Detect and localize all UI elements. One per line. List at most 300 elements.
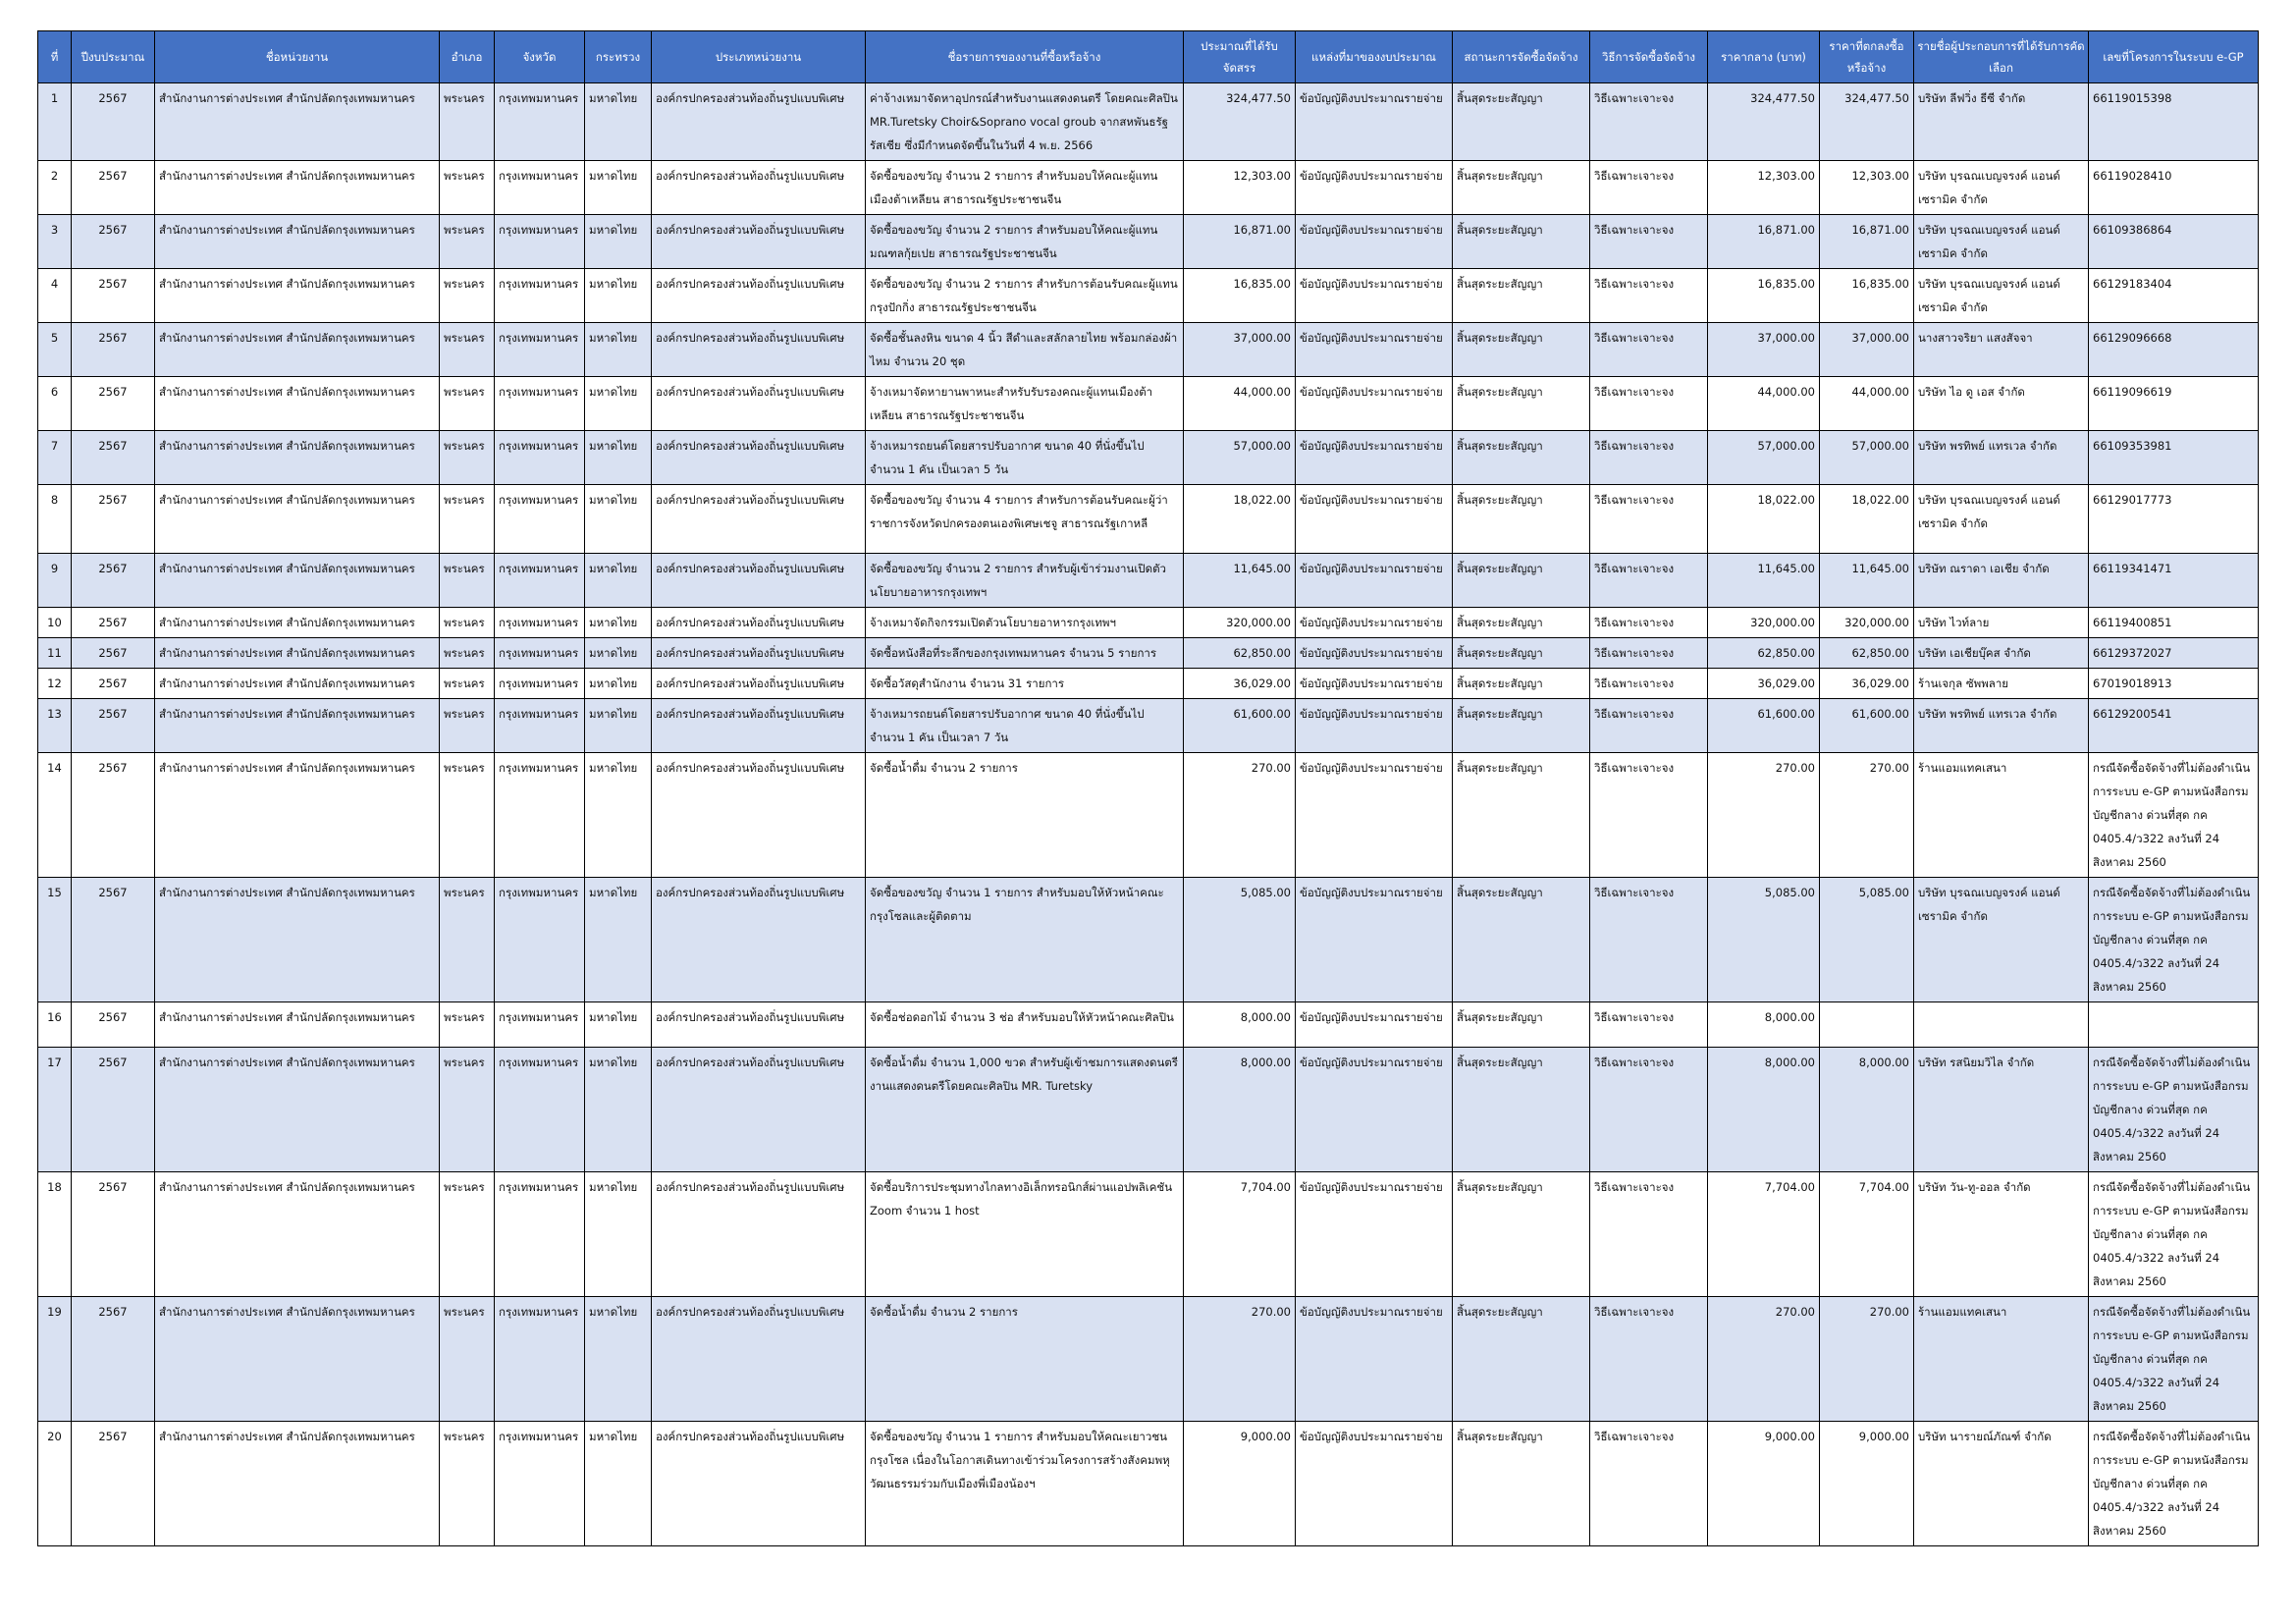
cell-agency-type: องค์กรปกครองส่วนท้องถิ่นรูปแบบพิเศษ: [652, 878, 866, 1002]
cell-district: พระนคร: [440, 1422, 495, 1546]
cell-no: 14: [38, 753, 72, 878]
cell-agreed-price: 62,850.00: [1820, 638, 1914, 669]
cell-method: วิธีเฉพาะเจาะจง: [1590, 638, 1708, 669]
table-row: [38, 638, 2259, 669]
cell-agreed-price: 44,000.00: [1820, 377, 1914, 431]
cell-item: จ้างเหมารถยนต์โดยสารปรับอากาศ ขนาด 40 ที่นั่งขึ้นไป จำนวน 1 คัน เป็นเวลา 5 วัน: [866, 431, 1184, 485]
cell-fiscal-year: 2567: [72, 1002, 155, 1048]
cell-status: สิ้นสุดระยะสัญญา: [1453, 485, 1590, 554]
cell-method: วิธีเฉพาะเจาะจง: [1590, 215, 1708, 269]
cell-status: สิ้นสุดระยะสัญญา: [1453, 669, 1590, 699]
cell-fiscal-year: 2567: [72, 699, 155, 753]
cell-method: วิธีเฉพาะเจาะจง: [1590, 1297, 1708, 1422]
cell-agency-type: องค์กรปกครองส่วนท้องถิ่นรูปแบบพิเศษ: [652, 669, 866, 699]
cell-agreed-price: 37,000.00: [1820, 323, 1914, 377]
cell-district: พระนคร: [440, 878, 495, 1002]
cell-fiscal-year: 2567: [72, 215, 155, 269]
cell-egp-number: กรณีจัดซื้อจัดจ้างที่ไม่ต้องดำเนินการระบบ e-GP ตามหนังสือกรมบัญชีกลาง ด่วนที่สุด กค 0405.4/ว322 ลงวันที่ 24 สิงหาคม 2560: [2089, 753, 2259, 878]
cell-agreed-price: 12,303.00: [1820, 161, 1914, 215]
cell-district: พระนคร: [440, 554, 495, 608]
cell-no: 7: [38, 431, 72, 485]
cell-fiscal-year: 2567: [72, 608, 155, 638]
cell-egp-number: 66119028410: [2089, 161, 2259, 215]
cell-method: วิธีเฉพาะเจาะจง: [1590, 554, 1708, 608]
cell-province: กรุงเทพมหานคร: [495, 161, 585, 215]
cell-agency-type: องค์กรปกครองส่วนท้องถิ่นรูปแบบพิเศษ: [652, 485, 866, 554]
cell-province: กรุงเทพมหานคร: [495, 878, 585, 1002]
cell-egp-number: 67019018913: [2089, 669, 2259, 699]
cell-egp-number: 66129372027: [2089, 638, 2259, 669]
cell-ministry: มหาดไทย: [585, 608, 652, 638]
cell-fiscal-year: 2567: [72, 1048, 155, 1172]
table-row: [38, 699, 2259, 753]
cell-province: กรุงเทพมหานคร: [495, 1297, 585, 1422]
cell-agreed-price: 16,871.00: [1820, 215, 1914, 269]
cell-district: พระนคร: [440, 215, 495, 269]
cell-item: จัดซื้อน้ำดื่ม จำนวน 1,000 ขวด สำหรับผู้เข้าชมการแสดงดนตรีงานแสดงดนตรีโดยคณะศิลปิน MR. Turetsky: [866, 1048, 1184, 1172]
table-row: [38, 215, 2259, 269]
cell-no: 13: [38, 699, 72, 753]
cell-budget: 11,645.00: [1184, 554, 1296, 608]
cell-agency-type: องค์กรปกครองส่วนท้องถิ่นรูปแบบพิเศษ: [652, 83, 866, 161]
cell-egp-number: กรณีจัดซื้อจัดจ้างที่ไม่ต้องดำเนินการระบบ e-GP ตามหนังสือกรมบัญชีกลาง ด่วนที่สุด กค 0405.4/ว322 ลงวันที่ 24 สิงหาคม 2560: [2089, 1422, 2259, 1546]
cell-province: กรุงเทพมหานคร: [495, 638, 585, 669]
cell-agreed-price: 57,000.00: [1820, 431, 1914, 485]
cell-agency: สำนักงานการต่างประเทศ สำนักปลัดกรุงเทพมหานคร: [155, 1297, 440, 1422]
cell-ministry: มหาดไทย: [585, 1048, 652, 1172]
cell-agency-type: องค์กรปกครองส่วนท้องถิ่นรูปแบบพิเศษ: [652, 608, 866, 638]
cell-ministry: มหาดไทย: [585, 1422, 652, 1546]
cell-agency: สำนักงานการต่างประเทศ สำนักปลัดกรุงเทพมหานคร: [155, 1002, 440, 1048]
header-district: อำเภอ: [440, 31, 495, 83]
cell-province: กรุงเทพมหานคร: [495, 554, 585, 608]
cell-ministry: มหาดไทย: [585, 485, 652, 554]
cell-item: ค่าจ้างเหมาจัดหาอุปกรณ์สำหรับงานแสดงดนตรี โดยคณะศิลปิน MR.Turetsky Choir&Soprano vocal groub จากสหพันธรัฐรัสเซีย ซึ่งมีกำหนดจัดขึ้นในวันที่ 4 พ.ย. 2566: [866, 83, 1184, 161]
cell-method: วิธีเฉพาะเจาะจง: [1590, 377, 1708, 431]
cell-status: สิ้นสุดระยะสัญญา: [1453, 161, 1590, 215]
cell-district: พระนคร: [440, 669, 495, 699]
cell-no: 3: [38, 215, 72, 269]
cell-budget-source: ข้อบัญญัติงบประมาณรายจ่าย: [1296, 878, 1453, 1002]
cell-item: จ้างเหมารถยนต์โดยสารปรับอากาศ ขนาด 40 ที่นั่งขึ้นไป จำนวน 1 คัน เป็นเวลา 7 วัน: [866, 699, 1184, 753]
header-status: สถานะการจัดซื้อจัดจ้าง: [1453, 31, 1590, 83]
cell-median-price: 18,022.00: [1708, 485, 1820, 554]
cell-status: สิ้นสุดระยะสัญญา: [1453, 753, 1590, 878]
cell-ministry: มหาดไทย: [585, 83, 652, 161]
cell-ministry: มหาดไทย: [585, 1297, 652, 1422]
cell-egp-number: 66119015398: [2089, 83, 2259, 161]
cell-status: สิ้นสุดระยะสัญญา: [1453, 1422, 1590, 1546]
cell-fiscal-year: 2567: [72, 669, 155, 699]
cell-no: 4: [38, 269, 72, 323]
cell-fiscal-year: 2567: [72, 878, 155, 1002]
cell-item: จัดซื้อบริการประชุมทางไกลทางอิเล็กทรอนิกส์ผ่านแอปพลิเคชัน Zoom จำนวน 1 host: [866, 1172, 1184, 1297]
cell-fiscal-year: 2567: [72, 83, 155, 161]
cell-agency: สำนักงานการต่างประเทศ สำนักปลัดกรุงเทพมหานคร: [155, 638, 440, 669]
cell-egp-number: กรณีจัดซื้อจัดจ้างที่ไม่ต้องดำเนินการระบบ e-GP ตามหนังสือกรมบัญชีกลาง ด่วนที่สุด กค 0405.4/ว322 ลงวันที่ 24 สิงหาคม 2560: [2089, 878, 2259, 1002]
header-method: วิธีการจัดซื้อจัดจ้าง: [1590, 31, 1708, 83]
cell-agency: สำนักงานการต่างประเทศ สำนักปลัดกรุงเทพมหานคร: [155, 554, 440, 608]
cell-district: พระนคร: [440, 83, 495, 161]
cell-status: สิ้นสุดระยะสัญญา: [1453, 608, 1590, 638]
cell-budget-source: ข้อบัญญัติงบประมาณรายจ่าย: [1296, 485, 1453, 554]
header-agency-type: ประเภทหน่วยงาน: [652, 31, 866, 83]
cell-status: สิ้นสุดระยะสัญญา: [1453, 215, 1590, 269]
cell-vendor: บริษัท ไวท์ลาย: [1914, 608, 2089, 638]
cell-agency-type: องค์กรปกครองส่วนท้องถิ่นรูปแบบพิเศษ: [652, 554, 866, 608]
cell-method: วิธีเฉพาะเจาะจง: [1590, 1048, 1708, 1172]
cell-district: พระนคร: [440, 377, 495, 431]
cell-agency-type: องค์กรปกครองส่วนท้องถิ่นรูปแบบพิเศษ: [652, 1297, 866, 1422]
cell-median-price: 57,000.00: [1708, 431, 1820, 485]
cell-district: พระนคร: [440, 269, 495, 323]
cell-vendor: บริษัท ไอ ดู เอส จำกัด: [1914, 377, 2089, 431]
cell-vendor: บริษัท ณราดา เอเชีย จำกัด: [1914, 554, 2089, 608]
cell-agency-type: องค์กรปกครองส่วนท้องถิ่นรูปแบบพิเศษ: [652, 753, 866, 878]
cell-district: พระนคร: [440, 699, 495, 753]
cell-vendor: ร้านแอมแทคเสนา: [1914, 753, 2089, 878]
header-fiscal-year: ปีงบประมาณ: [72, 31, 155, 83]
cell-agency-type: องค์กรปกครองส่วนท้องถิ่นรูปแบบพิเศษ: [652, 215, 866, 269]
cell-ministry: มหาดไทย: [585, 323, 652, 377]
cell-median-price: 37,000.00: [1708, 323, 1820, 377]
cell-agreed-price: 5,085.00: [1820, 878, 1914, 1002]
cell-budget-source: ข้อบัญญัติงบประมาณรายจ่าย: [1296, 431, 1453, 485]
header-budget: ประมาณที่ได้รับจัดสรร: [1184, 31, 1296, 83]
cell-status: สิ้นสุดระยะสัญญา: [1453, 1002, 1590, 1048]
cell-method: วิธีเฉพาะเจาะจง: [1590, 753, 1708, 878]
cell-budget: 9,000.00: [1184, 1422, 1296, 1546]
cell-method: วิธีเฉพาะเจาะจง: [1590, 699, 1708, 753]
cell-budget: 16,835.00: [1184, 269, 1296, 323]
cell-no: 10: [38, 608, 72, 638]
header-agency: ชื่อหน่วยงาน: [155, 31, 440, 83]
header-budget-source: แหล่งที่มาของงบประมาณ: [1296, 31, 1453, 83]
cell-agency-type: องค์กรปกครองส่วนท้องถิ่นรูปแบบพิเศษ: [652, 161, 866, 215]
cell-agreed-price: 61,600.00: [1820, 699, 1914, 753]
cell-agency-type: องค์กรปกครองส่วนท้องถิ่นรูปแบบพิเศษ: [652, 1002, 866, 1048]
cell-budget-source: ข้อบัญญัติงบประมาณรายจ่าย: [1296, 608, 1453, 638]
cell-median-price: 36,029.00: [1708, 669, 1820, 699]
header-province: จังหวัด: [495, 31, 585, 83]
cell-fiscal-year: 2567: [72, 431, 155, 485]
cell-agency-type: องค์กรปกครองส่วนท้องถิ่นรูปแบบพิเศษ: [652, 638, 866, 669]
cell-budget: 5,085.00: [1184, 878, 1296, 1002]
cell-item: จ้างเหมาจัดกิจกรรมเปิดตัวนโยบายอาหารกรุงเทพฯ: [866, 608, 1184, 638]
table-row: [38, 878, 2259, 1002]
cell-agreed-price: 270.00: [1820, 1297, 1914, 1422]
cell-agency: สำนักงานการต่างประเทศ สำนักปลัดกรุงเทพมหานคร: [155, 161, 440, 215]
cell-egp-number: กรณีจัดซื้อจัดจ้างที่ไม่ต้องดำเนินการระบบ e-GP ตามหนังสือกรมบัญชีกลาง ด่วนที่สุด กค 0405.4/ว322 ลงวันที่ 24 สิงหาคม 2560: [2089, 1172, 2259, 1297]
cell-agency: สำนักงานการต่างประเทศ สำนักปลัดกรุงเทพมหานคร: [155, 608, 440, 638]
cell-status: สิ้นสุดระยะสัญญา: [1453, 323, 1590, 377]
cell-fiscal-year: 2567: [72, 161, 155, 215]
cell-agency-type: องค์กรปกครองส่วนท้องถิ่นรูปแบบพิเศษ: [652, 1048, 866, 1172]
cell-vendor: บริษัท วัน-ทู-ออล จำกัด: [1914, 1172, 2089, 1297]
cell-agreed-price: 324,477.50: [1820, 83, 1914, 161]
cell-agency-type: องค์กรปกครองส่วนท้องถิ่นรูปแบบพิเศษ: [652, 323, 866, 377]
header-item: ชื่อรายการของงานที่ซื้อหรือจ้าง: [866, 31, 1184, 83]
cell-median-price: 44,000.00: [1708, 377, 1820, 431]
cell-item: จัดซื้อช่อดอกไม้ จำนวน 3 ช่อ สำหรับมอบให้หัวหน้าคณะศิลปิน: [866, 1002, 1184, 1048]
table-row: [38, 608, 2259, 638]
cell-agency-type: องค์กรปกครองส่วนท้องถิ่นรูปแบบพิเศษ: [652, 1172, 866, 1297]
cell-item: จัดซื้อชั้นลงหิน ขนาด 4 นิ้ว สีดำและสลักลายไทย พร้อมกล่องผ้าไหม จำนวน 20 ชุด: [866, 323, 1184, 377]
cell-province: กรุงเทพมหานคร: [495, 269, 585, 323]
cell-budget-source: ข้อบัญญัติงบประมาณรายจ่าย: [1296, 638, 1453, 669]
cell-district: พระนคร: [440, 323, 495, 377]
table-row: [38, 1048, 2259, 1172]
cell-no: 18: [38, 1172, 72, 1297]
cell-no: 5: [38, 323, 72, 377]
header-row: [38, 31, 2259, 83]
cell-agreed-price: 270.00: [1820, 753, 1914, 878]
cell-egp-number: กรณีจัดซื้อจัดจ้างที่ไม่ต้องดำเนินการระบบ e-GP ตามหนังสือกรมบัญชีกลาง ด่วนที่สุด กค 0405.4/ว322 ลงวันที่ 24 สิงหาคม 2560: [2089, 1297, 2259, 1422]
cell-fiscal-year: 2567: [72, 269, 155, 323]
cell-egp-number: 66119400851: [2089, 608, 2259, 638]
cell-no: 1: [38, 83, 72, 161]
cell-province: กรุงเทพมหานคร: [495, 323, 585, 377]
cell-agreed-price: 11,645.00: [1820, 554, 1914, 608]
cell-budget: 36,029.00: [1184, 669, 1296, 699]
cell-vendor: บริษัท เอเชียบุ๊คส จำกัด: [1914, 638, 2089, 669]
cell-province: กรุงเทพมหานคร: [495, 669, 585, 699]
cell-median-price: 270.00: [1708, 1297, 1820, 1422]
cell-agency: สำนักงานการต่างประเทศ สำนักปลัดกรุงเทพมหานคร: [155, 323, 440, 377]
cell-method: วิธีเฉพาะเจาะจง: [1590, 83, 1708, 161]
table-row: [38, 1297, 2259, 1422]
cell-ministry: มหาดไทย: [585, 638, 652, 669]
cell-budget: 16,871.00: [1184, 215, 1296, 269]
cell-no: 12: [38, 669, 72, 699]
cell-agreed-price: 9,000.00: [1820, 1422, 1914, 1546]
cell-agency: สำนักงานการต่างประเทศ สำนักปลัดกรุงเทพมหานคร: [155, 1172, 440, 1297]
cell-method: วิธีเฉพาะเจาะจง: [1590, 1002, 1708, 1048]
cell-method: วิธีเฉพาะเจาะจง: [1590, 608, 1708, 638]
cell-vendor: บริษัท บุรฉณเบญจรงค์ แอนด์ เซรามิค จำกัด: [1914, 485, 2089, 554]
cell-agreed-price: 36,029.00: [1820, 669, 1914, 699]
cell-budget: 270.00: [1184, 753, 1296, 878]
cell-agency: สำนักงานการต่างประเทศ สำนักปลัดกรุงเทพมหานคร: [155, 669, 440, 699]
cell-agency: สำนักงานการต่างประเทศ สำนักปลัดกรุงเทพมหานคร: [155, 215, 440, 269]
cell-status: สิ้นสุดระยะสัญญา: [1453, 638, 1590, 669]
cell-no: 2: [38, 161, 72, 215]
cell-item: จัดซื้อของขวัญ จำนวน 2 รายการ สำหรับมอบให้คณะผู้แทนเมืองต้าเหลียน สาธารณรัฐประชาชนจีน: [866, 161, 1184, 215]
cell-budget-source: ข้อบัญญัติงบประมาณรายจ่าย: [1296, 1048, 1453, 1172]
cell-method: วิธีเฉพาะเจาะจง: [1590, 269, 1708, 323]
cell-method: วิธีเฉพาะเจาะจง: [1590, 1172, 1708, 1297]
cell-budget-source: ข้อบัญญัติงบประมาณรายจ่าย: [1296, 554, 1453, 608]
cell-item: จัดซื้อของขวัญ จำนวน 1 รายการ สำหรับมอบให้คณะเยาวชนกรุงโซล เนื่องในโอกาสเดินทางเข้าร่วมโครงการสร้างสังคมพหุวัฒนธรรมร่วมกับเมืองพี่เมืองน้องฯ: [866, 1422, 1184, 1546]
cell-province: กรุงเทพมหานคร: [495, 1172, 585, 1297]
cell-province: กรุงเทพมหานคร: [495, 753, 585, 878]
cell-median-price: 320,000.00: [1708, 608, 1820, 638]
cell-median-price: 5,085.00: [1708, 878, 1820, 1002]
cell-egp-number: กรณีจัดซื้อจัดจ้างที่ไม่ต้องดำเนินการระบบ e-GP ตามหนังสือกรมบัญชีกลาง ด่วนที่สุด กค 0405.4/ว322 ลงวันที่ 24 สิงหาคม 2560: [2089, 1048, 2259, 1172]
cell-ministry: มหาดไทย: [585, 699, 652, 753]
cell-budget-source: ข้อบัญญัติงบประมาณรายจ่าย: [1296, 161, 1453, 215]
cell-ministry: มหาดไทย: [585, 554, 652, 608]
header-median-price: ราคากลาง (บาท): [1708, 31, 1820, 83]
cell-agency-type: องค์กรปกครองส่วนท้องถิ่นรูปแบบพิเศษ: [652, 431, 866, 485]
header-no: ที่: [38, 31, 72, 83]
cell-status: สิ้นสุดระยะสัญญา: [1453, 83, 1590, 161]
cell-status: สิ้นสุดระยะสัญญา: [1453, 554, 1590, 608]
cell-item: จัดซื้อหนังสือที่ระลึกของกรุงเทพมหานคร จำนวน 5 รายการ: [866, 638, 1184, 669]
cell-agreed-price: 16,835.00: [1820, 269, 1914, 323]
cell-item: จัดซื้อของขวัญ จำนวน 1 รายการ สำหรับมอบให้หัวหน้าคณะกรุงโซลและผู้ติดตาม: [866, 878, 1184, 1002]
cell-budget-source: ข้อบัญญัติงบประมาณรายจ่าย: [1296, 269, 1453, 323]
cell-district: พระนคร: [440, 485, 495, 554]
cell-ministry: มหาดไทย: [585, 1172, 652, 1297]
cell-vendor: ร้านเจกุล ซัพพลาย: [1914, 669, 2089, 699]
cell-budget: 324,477.50: [1184, 83, 1296, 161]
cell-vendor: บริษัท บุรฉณเบญจรงค์ แอนด์ เซรามิค จำกัด: [1914, 161, 2089, 215]
cell-budget-source: ข้อบัญญัติงบประมาณรายจ่าย: [1296, 83, 1453, 161]
cell-item: จัดซื้อวัสดุสำนักงาน จำนวน 31 รายการ: [866, 669, 1184, 699]
cell-budget: 57,000.00: [1184, 431, 1296, 485]
cell-egp-number: [2089, 1002, 2259, 1048]
header-ministry: กระทรวง: [585, 31, 652, 83]
cell-ministry: มหาดไทย: [585, 215, 652, 269]
cell-status: สิ้นสุดระยะสัญญา: [1453, 269, 1590, 323]
cell-vendor: บริษัท พรทิพย์ แทรเวล จำกัด: [1914, 699, 2089, 753]
cell-agency: สำนักงานการต่างประเทศ สำนักปลัดกรุงเทพมหานคร: [155, 431, 440, 485]
cell-egp-number: 66129096668: [2089, 323, 2259, 377]
cell-district: พระนคร: [440, 1297, 495, 1422]
cell-method: วิธีเฉพาะเจาะจง: [1590, 669, 1708, 699]
cell-fiscal-year: 2567: [72, 554, 155, 608]
table-row: [38, 161, 2259, 215]
cell-agency-type: องค์กรปกครองส่วนท้องถิ่นรูปแบบพิเศษ: [652, 699, 866, 753]
cell-status: สิ้นสุดระยะสัญญา: [1453, 699, 1590, 753]
cell-median-price: 270.00: [1708, 753, 1820, 878]
cell-budget: 62,850.00: [1184, 638, 1296, 669]
cell-agreed-price: 18,022.00: [1820, 485, 1914, 554]
cell-no: 9: [38, 554, 72, 608]
cell-median-price: 7,704.00: [1708, 1172, 1820, 1297]
cell-vendor: นางสาวจริยา แสงสัจจา: [1914, 323, 2089, 377]
cell-province: กรุงเทพมหานคร: [495, 699, 585, 753]
cell-no: 11: [38, 638, 72, 669]
cell-agreed-price: 7,704.00: [1820, 1172, 1914, 1297]
cell-budget-source: ข้อบัญญัติงบประมาณรายจ่าย: [1296, 323, 1453, 377]
cell-no: 20: [38, 1422, 72, 1546]
cell-item: จ้างเหมาจัดหายานพาหนะสำหรับรับรองคณะผู้แทนเมืองต้าเหลียน สาธารณรัฐประชาชนจีน: [866, 377, 1184, 431]
cell-fiscal-year: 2567: [72, 1422, 155, 1546]
cell-vendor: บริษัท บุรฉณเบญจรงค์ แอนด์ เซรามิค จำกัด: [1914, 215, 2089, 269]
cell-agency: สำนักงานการต่างประเทศ สำนักปลัดกรุงเทพมหานคร: [155, 83, 440, 161]
cell-vendor: บริษัท รสนิยมวิไล จำกัด: [1914, 1048, 2089, 1172]
cell-agency: สำนักงานการต่างประเทศ สำนักปลัดกรุงเทพมหานคร: [155, 377, 440, 431]
cell-budget-source: ข้อบัญญัติงบประมาณรายจ่าย: [1296, 1002, 1453, 1048]
cell-ministry: มหาดไทย: [585, 753, 652, 878]
cell-budget: 12,303.00: [1184, 161, 1296, 215]
cell-ministry: มหาดไทย: [585, 377, 652, 431]
table-row: [38, 1422, 2259, 1546]
cell-fiscal-year: 2567: [72, 485, 155, 554]
cell-vendor: บริษัท บุรฉณเบญจรงค์ แอนด์ เซรามิค จำกัด: [1914, 269, 2089, 323]
cell-budget-source: ข้อบัญญัติงบประมาณรายจ่าย: [1296, 1297, 1453, 1422]
cell-egp-number: 66129017773: [2089, 485, 2259, 554]
procurement-table: [37, 30, 2259, 1546]
cell-median-price: 61,600.00: [1708, 699, 1820, 753]
cell-budget-source: ข้อบัญญัติงบประมาณรายจ่าย: [1296, 215, 1453, 269]
cell-vendor: บริษัท พรทิพย์ แทรเวล จำกัด: [1914, 431, 2089, 485]
cell-no: 19: [38, 1297, 72, 1422]
cell-egp-number: 66109353981: [2089, 431, 2259, 485]
cell-province: กรุงเทพมหานคร: [495, 83, 585, 161]
cell-district: พระนคร: [440, 608, 495, 638]
cell-budget-source: ข้อบัญญัติงบประมาณรายจ่าย: [1296, 377, 1453, 431]
cell-budget: 18,022.00: [1184, 485, 1296, 554]
cell-item: จัดซื้อของขวัญ จำนวน 2 รายการ สำหรับมอบให้คณะผู้แทนมณฑลกุ้ยเปย สาธารณรัฐประชาชนจีน: [866, 215, 1184, 269]
cell-budget: 270.00: [1184, 1297, 1296, 1422]
cell-budget: 8,000.00: [1184, 1048, 1296, 1172]
cell-agency-type: องค์กรปกครองส่วนท้องถิ่นรูปแบบพิเศษ: [652, 377, 866, 431]
cell-median-price: 16,835.00: [1708, 269, 1820, 323]
cell-egp-number: 66129183404: [2089, 269, 2259, 323]
cell-district: พระนคร: [440, 161, 495, 215]
cell-district: พระนคร: [440, 753, 495, 878]
cell-province: กรุงเทพมหานคร: [495, 1002, 585, 1048]
cell-ministry: มหาดไทย: [585, 161, 652, 215]
cell-median-price: 12,303.00: [1708, 161, 1820, 215]
cell-district: พระนคร: [440, 1172, 495, 1297]
cell-agreed-price: [1820, 1002, 1914, 1048]
cell-method: วิธีเฉพาะเจาะจง: [1590, 1422, 1708, 1546]
cell-status: สิ้นสุดระยะสัญญา: [1453, 1297, 1590, 1422]
cell-median-price: 9,000.00: [1708, 1422, 1820, 1546]
cell-budget-source: ข้อบัญญัติงบประมาณรายจ่าย: [1296, 699, 1453, 753]
cell-median-price: 8,000.00: [1708, 1002, 1820, 1048]
cell-agency-type: องค์กรปกครองส่วนท้องถิ่นรูปแบบพิเศษ: [652, 1422, 866, 1546]
cell-no: 8: [38, 485, 72, 554]
cell-budget: 320,000.00: [1184, 608, 1296, 638]
cell-vendor: [1914, 1002, 2089, 1048]
cell-egp-number: 66119096619: [2089, 377, 2259, 431]
cell-status: สิ้นสุดระยะสัญญา: [1453, 431, 1590, 485]
cell-fiscal-year: 2567: [72, 377, 155, 431]
cell-province: กรุงเทพมหานคร: [495, 485, 585, 554]
cell-status: สิ้นสุดระยะสัญญา: [1453, 878, 1590, 1002]
cell-province: กรุงเทพมหานคร: [495, 377, 585, 431]
cell-ministry: มหาดไทย: [585, 878, 652, 1002]
cell-no: 15: [38, 878, 72, 1002]
cell-agency-type: องค์กรปกครองส่วนท้องถิ่นรูปแบบพิเศษ: [652, 269, 866, 323]
table-row: [38, 753, 2259, 878]
table-row: [38, 485, 2259, 554]
cell-item: จัดซื้อของขวัญ จำนวน 2 รายการ สำหรับผู้เข้าร่วมงานเปิดตัวนโยบายอาหารกรุงเทพฯ: [866, 554, 1184, 608]
cell-agency: สำนักงานการต่างประเทศ สำนักปลัดกรุงเทพมหานคร: [155, 485, 440, 554]
cell-budget-source: ข้อบัญญัติงบประมาณรายจ่าย: [1296, 669, 1453, 699]
cell-median-price: 324,477.50: [1708, 83, 1820, 161]
cell-district: พระนคร: [440, 1048, 495, 1172]
cell-no: 17: [38, 1048, 72, 1172]
header-vendor: รายชื่อผู้ประกอบการที่ได้รับการคัดเลือก: [1914, 31, 2089, 83]
cell-agency: สำนักงานการต่างประเทศ สำนักปลัดกรุงเทพมหานคร: [155, 1048, 440, 1172]
cell-province: กรุงเทพมหานคร: [495, 431, 585, 485]
cell-item: จัดซื้อของขวัญ จำนวน 2 รายการ สำหรับการต้อนรับคณะผู้แทนกรุงปักกิ่ง สาธารณรัฐประชาชนจีน: [866, 269, 1184, 323]
cell-district: พระนคร: [440, 431, 495, 485]
cell-status: สิ้นสุดระยะสัญญา: [1453, 377, 1590, 431]
cell-ministry: มหาดไทย: [585, 669, 652, 699]
cell-fiscal-year: 2567: [72, 638, 155, 669]
cell-budget-source: ข้อบัญญัติงบประมาณรายจ่าย: [1296, 753, 1453, 878]
cell-ministry: มหาดไทย: [585, 269, 652, 323]
cell-budget-source: ข้อบัญญัติงบประมาณรายจ่าย: [1296, 1172, 1453, 1297]
cell-vendor: ร้านแอมแทคเสนา: [1914, 1297, 2089, 1422]
